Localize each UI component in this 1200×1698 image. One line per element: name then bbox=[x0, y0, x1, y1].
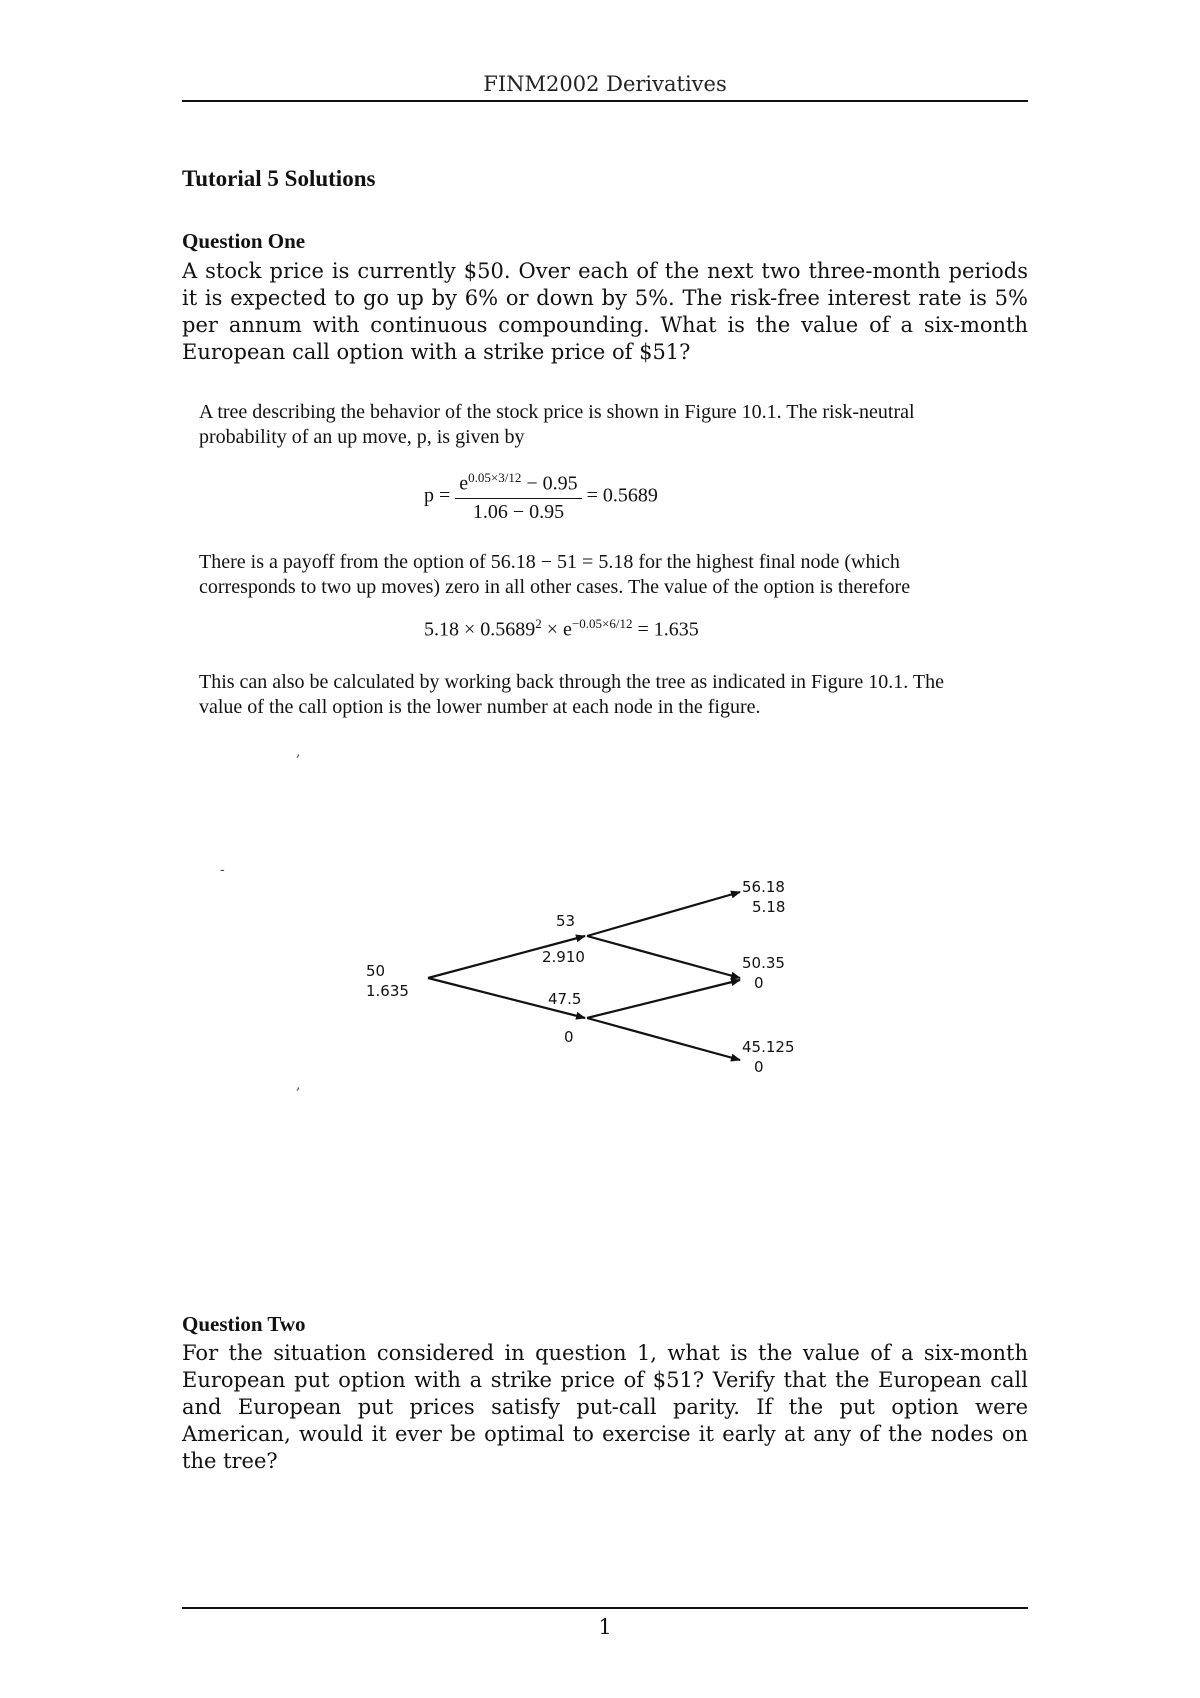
equation-probability-rhs: = 0.5689 bbox=[586, 484, 658, 507]
equation-option-value-exponent-b: −0.05×6/12 bbox=[571, 616, 633, 631]
node-down-value: 0 bbox=[564, 1028, 574, 1046]
document-title: Tutorial 5 Solutions bbox=[182, 166, 376, 191]
equation-option-value-exponent-a: 2 bbox=[535, 616, 542, 631]
equation-option-value-part-a: 5.18 × 0.5689 bbox=[424, 618, 536, 641]
scan-speck: , bbox=[296, 744, 301, 760]
header-rule bbox=[182, 100, 1028, 102]
node-root-price: 50 bbox=[366, 962, 386, 980]
node-up-price: 53 bbox=[556, 912, 576, 930]
node-upup-price: 56.18 bbox=[742, 878, 785, 896]
node-downdown-price: 45.125 bbox=[742, 1038, 795, 1056]
equation-probability-fraction bbox=[455, 470, 581, 524]
numerator-tail: − 0.95 bbox=[521, 472, 578, 495]
numerator-base: e bbox=[459, 472, 469, 495]
question-one-heading: Question One bbox=[182, 229, 306, 253]
page-header: FINM2002 Derivatives bbox=[483, 72, 727, 96]
equation-probability-denominator: 1.06 − 0.95 bbox=[472, 500, 565, 523]
solution-paragraph-1: A tree describing the behavior of the stock price is shown in Figure 10.1. The risk-neutral probability of an up move, p, is given by bbox=[199, 401, 915, 448]
branch-up-upup bbox=[587, 892, 740, 936]
binomial-tree-diagram bbox=[340, 872, 820, 1082]
branch-up-updown bbox=[587, 936, 740, 978]
equation-probability-lhs: p = bbox=[424, 484, 451, 507]
branch-down-updown bbox=[587, 980, 740, 1018]
question-two-heading: Question Two bbox=[182, 1312, 306, 1336]
numerator-exponent: 0.05×3/12 bbox=[468, 470, 522, 485]
node-upup-value: 5.18 bbox=[752, 898, 786, 916]
equation-probability-numerator bbox=[455, 470, 581, 499]
node-downdown-value: 0 bbox=[754, 1058, 764, 1076]
branch-down-downdown bbox=[587, 1018, 740, 1060]
equation-option-value bbox=[424, 616, 699, 642]
question-two-text: For the situation considered in question 1, what is the value of a six-month European put option with a strike price of $51? Verify that the European call and European put prices satisfy put-call parity. If the put option were American, would it ever be optimal to exercise it early at any of the nodes on the tree? bbox=[182, 1341, 1028, 1473]
node-updown-value: 0 bbox=[754, 974, 764, 992]
solution-paragraph-2: There is a payoff from the option of 56.18 − 51 = 5.18 for the highest final node (which corresponds to two up moves) zero in all other cases. The value of the option is therefore bbox=[199, 551, 911, 598]
equation-option-value-part-b: × e bbox=[541, 618, 572, 641]
equation-probability bbox=[424, 470, 658, 524]
equation-option-value-result: = 1.635 bbox=[632, 618, 699, 641]
node-root-value: 1.635 bbox=[366, 982, 409, 1000]
scan-speck: , bbox=[296, 1077, 301, 1093]
page-number: 1 bbox=[598, 1615, 612, 1639]
solution-paragraph-3: This can also be calculated by working back through the tree as indicated in Figure 10.1. The value of the call option is the lower number at each node in the figure. bbox=[199, 671, 944, 718]
scan-speck: - bbox=[220, 862, 225, 878]
question-one-text: A stock price is currently $50. Over each of the next two three-month periods it is expected to go up by 6% or down by 5%. The risk-free interest rate is 5% per annum with continuous compounding. What is the value of a six-month European call option with a strike price of $51? bbox=[182, 259, 1028, 364]
node-updown-price: 50.35 bbox=[742, 954, 785, 972]
footer-rule bbox=[182, 1607, 1028, 1609]
node-up-value: 2.910 bbox=[542, 948, 585, 966]
node-down-price: 47.5 bbox=[548, 990, 582, 1008]
